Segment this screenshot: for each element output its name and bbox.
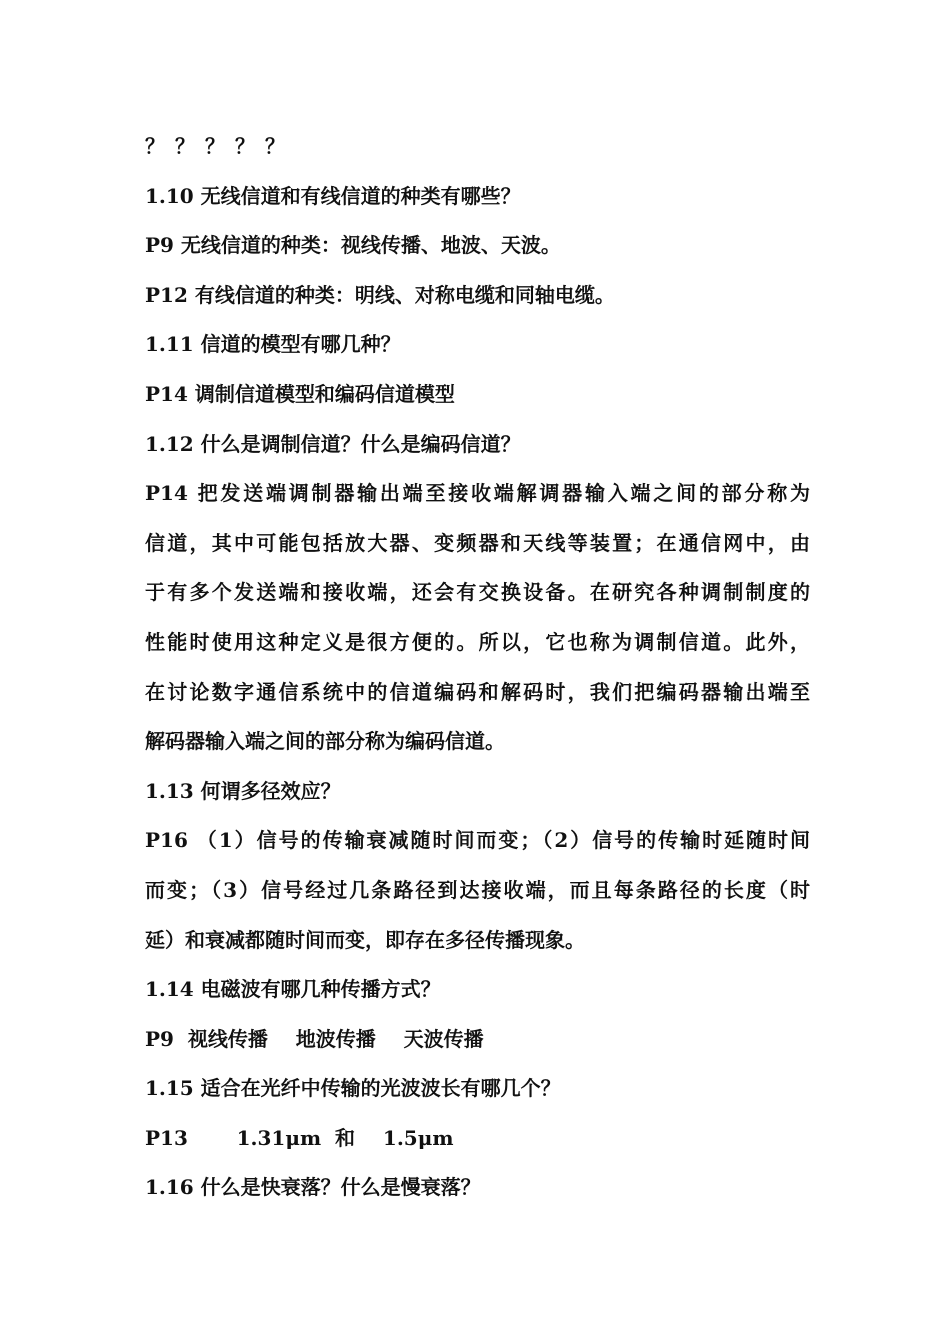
answer-1-13-line-3: 延）和衰减都随时间而变，即存在多径传播现象。 [145, 927, 585, 952]
answer-1-10-wireless: P9 无线信道的种类：视线传播、地波、天波。 [145, 233, 561, 258]
question-1-11: 1.11 信道的模型有哪几种？ [145, 332, 401, 357]
question-1-16: 1.16 什么是快衰落？什么是慢衰落？ [145, 1175, 481, 1200]
answer-1-11: P14 调制信道模型和编码信道模型 [145, 381, 455, 406]
answer-1-12-line-4: 性能时使用这种定义是很方便的。所以，它也称为调制信道。此外， [145, 629, 810, 654]
answer-1-10-wired: P12 有线信道的种类：明线、对称电缆和同轴电缆。 [145, 282, 615, 307]
answer-1-13-line-1: P16 （1）信号的传输衰减随时间而变；（2）信号的传输时延随时间 [145, 828, 810, 853]
question-marks-line: ？？？？？ [145, 134, 295, 158]
question-1-13: 1.13 何谓多径效应？ [145, 778, 341, 803]
question-1-12: 1.12 什么是调制信道？什么是编码信道？ [145, 431, 521, 456]
document-body [145, 122, 810, 1213]
answer-1-12-line-6: 解码器输入端之间的部分称为编码信道。 [145, 729, 505, 754]
answer-1-12-line-1: P14 把发送端调制器输出端至接收端解调器输入端之间的部分称为 [145, 481, 810, 506]
answer-1-14: P9 视线传播 地波传播 天波传播 [145, 1026, 484, 1051]
question-1-14: 1.14 电磁波有哪几种传播方式？ [145, 977, 441, 1002]
answer-1-12-line-2: 信道，其中可能包括放大器、变频器和天线等装置；在通信网中，由 [145, 530, 810, 555]
answer-1-12-line-3: 于有多个发送端和接收端，还会有交换设备。在研究各种调制制度的 [145, 580, 810, 605]
question-1-15: 1.15 适合在光纤中传输的光波波长有哪几个？ [145, 1076, 561, 1101]
answer-1-15: P13 1.31μm 和 1.5μm [145, 1125, 454, 1150]
question-1-10: 1.10 无线信道和有线信道的种类有哪些？ [145, 183, 521, 208]
answer-1-13-line-2: 而变；（3）信号经过几条路径到达接收端，而且每条路径的长度（时 [145, 877, 810, 902]
answer-1-12-line-5: 在讨论数字通信系统中的信道编码和解码时，我们把编码器输出端至 [145, 679, 810, 704]
